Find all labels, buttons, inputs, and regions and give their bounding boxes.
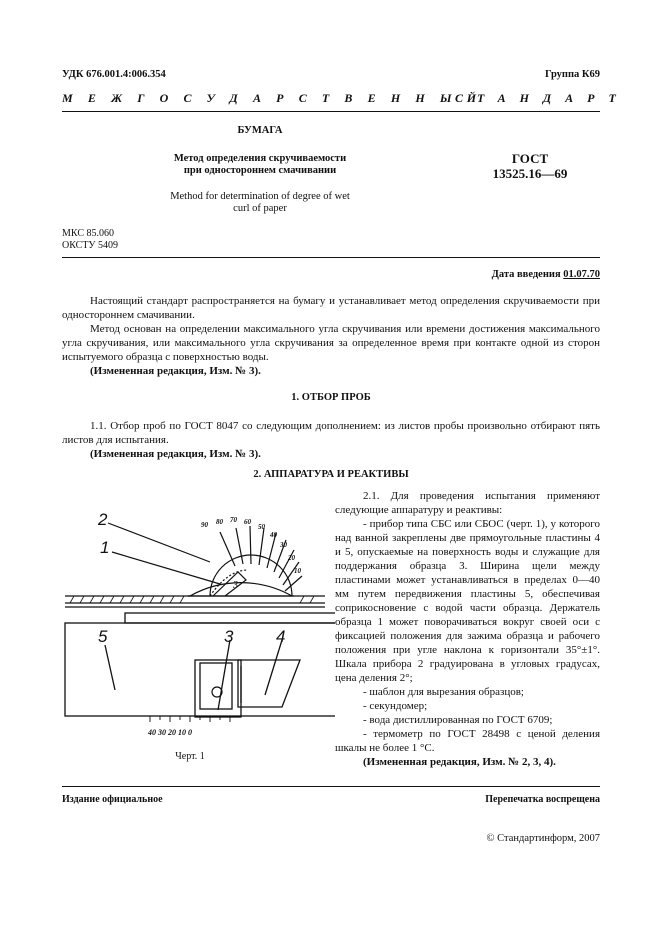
callout-4: 4 [276,627,286,646]
section2-p4: - секундомер; [363,700,428,712]
section1-p1: 1.1. Отбор проб по ГОСТ 8047 со следующим дополнением: из листов пробы произвольно отбирают пять листов для испытания. [62,420,600,446]
callout-1: 1 [100,538,110,557]
group-code: Группа К69 [544,69,600,80]
arc-tick-label: 50 [258,523,265,531]
intro-date [492,268,600,281]
banner-left: МЕЖГОСУДАРСТВЕННЫЙ [62,91,492,105]
mks-code: МКС 85.060 [62,228,114,239]
arc-tick-label: 30 [280,541,287,549]
arc-tick-label: 70 [230,516,237,524]
title-ru-line2: при одностороннем смачивании [183,165,337,176]
bottom-scale-label: 40 30 20 10 0 [148,728,192,737]
intro [62,294,600,378]
section2-heading: 2. АППАРАТУРА И РЕАКТИВЫ [253,469,409,480]
figure-drawing [60,500,335,745]
arc-tick-label: 80 [216,518,223,526]
title-en-line2: curl of paper [233,203,287,214]
callout-2: 2 [98,510,108,529]
title-en-line1: Method for determination of degree of wet [170,191,350,202]
section2-p6: - термометр по ГОСТ 28498 с ценой деления шкалы не более 1 °С. [335,728,600,754]
okstu-code: ОКСТУ 5409 [62,240,119,251]
intro-date-label: Дата введения [491,269,561,280]
section2-p1: 2.1. Для проведения испытания применяют следующие аппаратуру и реактивы: [335,490,600,516]
callout-3-small: 3 [233,580,238,591]
section1 [62,419,600,461]
arc-tick-label: 40 [270,531,277,539]
arc-tick-label: 20 [288,554,295,562]
title-ru-line1: Метод определения скручиваемости [173,153,347,164]
section2-p3: - шаблон для вырезания образцов; [363,686,524,698]
section2-p2: - прибор типа СБС или СБОС (черт. 1), у которого над ванной закреплены две прямоугольные пластины 4 и 5, опускаемые на поверхность воды и служащие для поддержания образца 3. Ширина щели между пластинами может устанавливаться в пределах 0—40 мм путем передвижения пластины 5, обеспечивая соприкосновение с водой части образца. Держатель образца 1 может поворачиваться вокруг своей оси с фиксацией положения для зажима образца и рабочего положения при угле наклона к горизонтали 35°±1°. Шкала прибора 2 градуирована в угловых градусах, цена деления 2°; [335,518,600,684]
footer-left: Издание официальное [62,794,163,805]
title-rule [62,257,600,258]
udk-code: УДК 676.001.4:006.354 [62,69,166,80]
intro-edit: (Измененная редакция, Изм. № 3). [90,365,261,377]
gost-number: 13525.16—69 [492,166,568,181]
footer-right: Перепечатка воспрещена [485,794,600,805]
scale-outer-arc [190,583,292,596]
callout-3: 3 [224,627,234,646]
copyright: © Стандартинформ, 2007 [486,833,600,844]
section2-edit: (Измененная редакция, Изм. № 2, 3, 4). [363,756,556,768]
section1-edit: (Измененная редакция, Изм. № 3). [90,448,261,460]
intro-p1: Настоящий стандарт распространяется на бумагу и устанавливает метод определения скручиваемости при одностороннем смачивании. [62,295,600,321]
banner-right: СТАНДАРТ [455,91,630,105]
doc-title: БУМАГА [237,125,283,136]
header-rule [62,111,600,112]
section2-text [335,489,600,769]
arc-tick-label: 60 [244,518,251,526]
section2-p5: - вода дистиллированная по ГОСТ 6709; [363,714,553,726]
top-rail [125,613,335,623]
footer-rule [62,786,600,787]
callout-5: 5 [98,627,108,646]
arc-tick-label: 10 [294,567,301,575]
gost-label: ГОСТ [511,151,549,166]
intro-p2: Метод основан на определении максимального угла скручивания или времени достижения максимального угла скручивания, или максимального угла скручивания за определенное время при контакте одной из сторон испытуемого образца с поверхностью воды. [62,323,600,363]
figure-caption: Черт. 1 [175,751,205,762]
intro-date-value: 01.07.70 [563,269,600,280]
arc-tick-label: 90 [201,521,208,529]
section1-heading: 1. ОТБОР ПРОБ [291,392,371,403]
